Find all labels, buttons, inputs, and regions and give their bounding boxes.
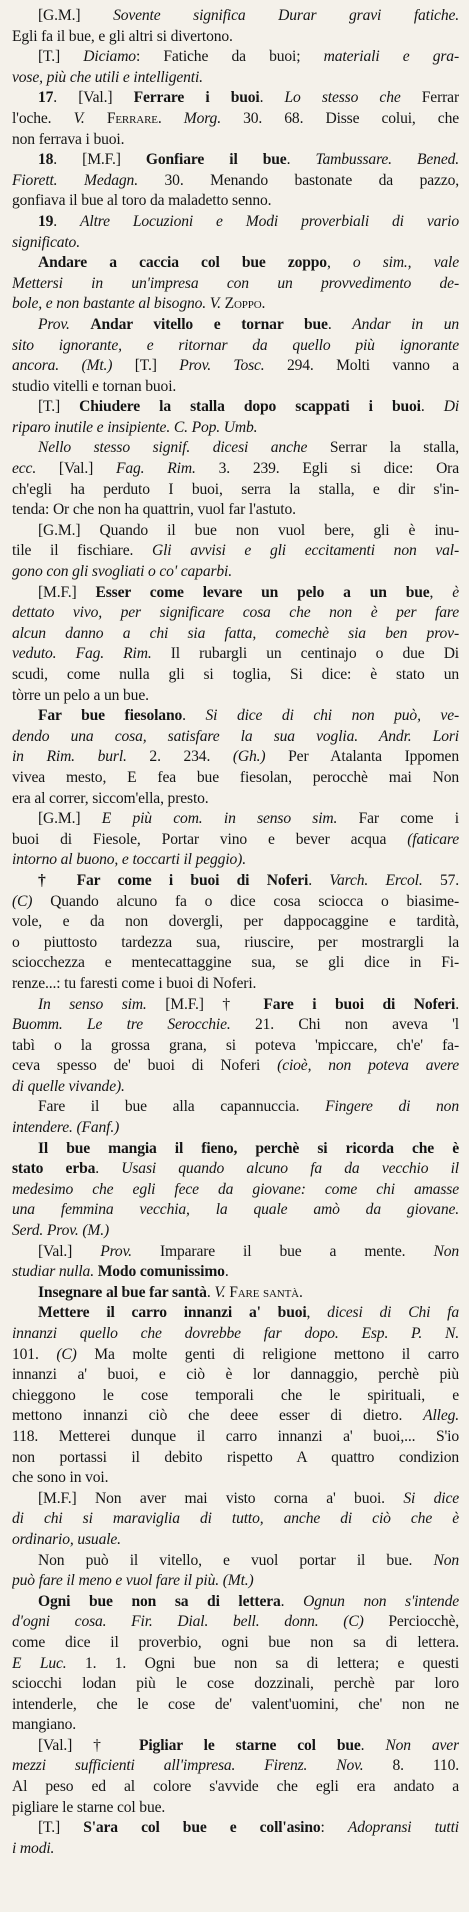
text-segment: Ognun non s'intende [303,1592,459,1610]
text-line [12,933,459,954]
text-segment: Diciamo [83,48,136,66]
text-segment: Pigliar le starne col bue [139,1736,361,1754]
text-line [12,789,459,810]
text-segment: dendo una cosa, satisfare la sua voglia. Andr. Lori [12,727,459,745]
text-segment: Gonfiare il bue [145,151,287,169]
text-segment: o piuttosto tardezza sua, riuscire, per mostrargli la [12,933,459,951]
text-segment: . [53,212,81,230]
text-line [12,1633,459,1654]
text-segment: . [Val.] [53,89,134,107]
text-line [12,1798,459,1819]
text-line [12,562,459,583]
text-segment: Per Atalanta Ippomen [265,748,459,766]
text-segment: Ferrar [400,89,459,107]
text-line [12,1015,459,1036]
text-segment: Ferrare i buoi [133,89,260,107]
text-line [12,727,459,748]
text-segment: [T.] [112,357,180,375]
text-segment: innanzi quello che dovrebbe far dopo. Esp. P. N. [12,1325,459,1342]
text-segment: Di [443,398,459,416]
text-line [12,603,459,624]
text-segment: 2. 234. [126,748,233,766]
text-line [12,1674,459,1695]
text-segment: vose, più che utili e intelligenti. [12,68,203,86]
text-line [12,809,459,830]
text-segment: intendere. (Fanf.) [12,1119,120,1137]
text-segment: 101. [12,1345,57,1363]
text-segment: Mettere il carro innanzi a' buoi [38,1304,307,1322]
text-line [12,6,459,27]
text-segment: : [320,1819,348,1837]
text-segment: 294. Molti vanno a [264,357,459,375]
text-segment: dettato vivo, per significare cosa che non è per fare [12,604,459,622]
text-segment: 57. [422,871,459,889]
text-segment: era al correr, siccom'ella, presto. [12,789,209,807]
text-segment: buoi di Fiesole, Portar vino e bever acqua [12,830,408,848]
text-segment: Far come i [337,810,459,828]
text-line [12,850,459,871]
text-line [12,253,459,274]
text-segment: Andar in un [352,315,459,333]
text-line [12,1592,459,1613]
text-line [12,171,459,192]
text-segment: (faticare [407,830,459,848]
text-line [12,1056,459,1077]
text-line [12,1777,459,1798]
text-segment: tenda: Or che non ha quattrin, vuol far l'astuto. [12,501,296,519]
text-segment: Imparare il bue a mente. [131,1242,434,1260]
text-line [12,1180,459,1201]
text-segment: † Far come i buoi di Noferi [38,871,309,889]
text-line [12,1715,459,1736]
text-line [12,747,459,768]
text-segment: 21. Chi non aveva 'l [230,1016,459,1034]
text-segment: non portassi il debito rispetto A quattro condizion [12,1448,459,1466]
text-segment: alcun danno a chi sia fatta, comechè sia ben prov- [12,624,459,642]
text-segment: di quelle vivande). [12,1077,125,1095]
text-segment: innanzi a' buoi, e ciò è lor dannaggio, perchè più [12,1366,459,1384]
text-line [12,1571,459,1592]
text-segment: come dice il proverbio, ogni bue non sa di lettera. [12,1633,459,1651]
text-segment: 8. 110. [363,1757,459,1775]
text-segment: . [286,151,316,169]
text-line [12,1283,459,1304]
text-segment: . [308,871,330,889]
text-segment: medesimo che egli fece da giovane: come chi amasse [12,1180,459,1198]
text-segment: pigliare le starne col bue. [12,1798,166,1816]
text-segment: l'oche. [12,109,74,127]
text-line [12,438,459,459]
text-segment: 30. Menando bastonate da pazzo, [137,171,459,189]
text-segment: dicesi di Chi fa [327,1304,459,1322]
text-line [12,1612,459,1633]
text-segment: Modo comunissimo [97,1263,225,1281]
text-segment: . [327,315,353,333]
text-segment: Far bue fiesolano [38,707,183,725]
text-line [12,459,459,480]
text-segment: [M.F.] † [146,995,264,1013]
text-segment: Mettersi in un'impresa con un provvedimento de- [12,274,459,292]
text-segment: intorno al buono, e toccarti il peggio). [12,851,246,869]
text-segment: Esser come levare un pelo a un bue [95,583,430,601]
text-line [12,294,459,315]
text-line [12,1139,459,1160]
text-segment: Chiudere la stalla dopo scappati i buoi [79,398,421,416]
text-segment: , [326,254,353,272]
text-segment: veduto. Fag. Rim. [12,645,152,663]
text-segment: è [452,583,459,601]
text-line [12,336,459,357]
text-segment: Serd. Prov. (M.) [12,1222,110,1240]
text-segment: vole, e da non dovergli, per dappocaggine e tardità, [12,913,459,931]
text-segment: 17 [38,89,54,107]
text-segment: . [157,109,184,127]
text-line [12,377,459,398]
text-line [12,1448,459,1469]
text-segment: Fare il bue alla capannuccia. [38,1098,326,1116]
text-segment: ch'egli ha perduto I buoi, serra la stalla, e dir s'in- [12,480,459,498]
text-segment: [Val.] [38,1242,101,1260]
text-line [12,706,459,727]
text-line [12,871,459,892]
text-segment: vivea mesto, E fea bue fiesolan, perocchè mai Non [12,768,459,786]
text-segment: . [420,398,444,416]
text-line [12,1386,459,1407]
text-segment: . [360,1736,386,1754]
text-segment: [G.M.] Quando il bue non vuol bere, gli è inu- [38,521,459,539]
text-segment: Il bue mangia il fieno, perchè si ricorda che è [38,1139,459,1157]
text-segment: Usasi quando alcuno fa da vecchio il [121,1160,459,1178]
text-segment: scudi, come nulla gli si toglia, Si dice: è stato un [12,666,459,683]
text-segment: sito ignorante, e ritornar da quello più ignorante [12,336,459,354]
text-line [12,1159,459,1180]
text-line [12,480,459,501]
text-segment: Fare santà [229,1283,299,1301]
text-line [12,1200,459,1221]
text-segment: Morg. [183,109,221,127]
text-segment: [G.M.] [38,7,114,24]
text-segment: Adopransi tutti [347,1819,459,1837]
text-line [12,686,459,707]
text-line [12,974,459,995]
text-line [12,130,459,151]
text-line [12,1654,459,1675]
text-segment: Ogni bue non sa di lettera [38,1592,281,1610]
text-segment: E Luc. [12,1654,67,1672]
text-segment: studiar nulla. [12,1263,98,1281]
text-line [12,1695,459,1716]
text-segment: tile il fischiare. [12,542,152,560]
text-line [12,624,459,645]
text-segment: V. [73,109,85,127]
text-segment: i modi. [12,1839,55,1857]
text-segment: Buomm. Le tre Serocchie. [12,1016,231,1034]
text-line [12,1530,459,1551]
text-segment: : Fatiche da buoi; [135,48,324,66]
text-line [12,1242,459,1263]
text-line [12,995,459,1016]
text-line [12,1489,459,1510]
text-segment: . [95,1160,122,1178]
text-segment: . [206,1283,215,1301]
text-segment: 1. 1. Ogni bue non sa di lettera; e questi [66,1654,459,1672]
text-line [12,1427,459,1448]
text-segment: ecc. [12,460,37,478]
text-line [12,1839,459,1860]
text-segment: Varch. Ercol. [329,871,423,889]
text-segment: o sim., vale [352,254,459,272]
text-line [12,191,459,212]
text-line [12,150,459,171]
text-line [12,1118,459,1139]
text-line [12,1818,459,1839]
text-segment: Prov. Tosc. [179,357,265,375]
text-line [12,665,459,686]
text-line [12,109,459,130]
text-segment: [T.] [38,48,84,66]
text-segment: mangiano. [12,1716,77,1734]
text-segment: Perciocchè, [363,1613,459,1631]
text-segment: 30. 68. Disse colui, che [220,109,459,127]
text-segment: Al peso ed al colore s'avvide che egli era andato a [12,1778,459,1796]
text-segment: Serrar la stalla, [307,439,459,457]
text-segment: Altre Locuzioni e Modi proverbiali di vario [80,212,459,230]
text-segment: Egli fa il bue, e gli altri si divertono. [12,27,233,45]
text-segment: . [182,707,206,725]
text-line [12,315,459,336]
text-segment: chieggono le cose temporali che le spirituali, e [12,1386,459,1404]
text-segment: [G.M.] [38,810,102,828]
text-segment: Andare a caccia col bue zoppo [38,254,327,272]
text-segment: 3. 239. Egli si dice: Ora [195,460,459,478]
text-segment: Zoppo [224,295,262,313]
text-segment: . [280,1592,304,1610]
text-segment: Andar vitello e tornar bue [90,315,328,333]
text-segment: materiali e gra- [323,48,459,66]
text-segment: . [298,1283,303,1301]
text-segment: non ferrava i buoi. [12,130,125,148]
text-segment: . [M.F.] [53,151,146,169]
text-segment: [Val.] † [38,1736,139,1754]
text-segment: Non può il vitello, e vuol portar il bue. [38,1551,434,1569]
text-segment: , [306,1304,328,1322]
text-line [12,233,459,254]
text-line [12,644,459,665]
text-line [12,212,459,233]
text-line [12,521,459,542]
text-segment: Lo stesso che [284,89,401,107]
text-line [12,274,459,295]
text-segment: mezzi sufficienti all'impresa. Firenz. Nov. [12,1757,364,1775]
text-segment: Fare i buoi di Noferi [263,995,456,1013]
text-segment: . [259,89,285,107]
text-line [12,1097,459,1118]
text-line [12,1365,459,1386]
text-segment: stato erba [12,1160,96,1178]
text-segment: 19 [38,212,54,230]
text-segment: gonfiava il bue al toro da maladetto senno. [12,192,272,210]
text-segment: Ma molte genti di religione mettono il carro [76,1345,459,1363]
text-segment: renze...: tu faresti come i buoi di Noferi. [12,974,257,992]
text-segment: ordinario, usuale. [12,1530,121,1548]
text-segment: (C) [12,892,33,910]
text-line [12,541,459,562]
text-segment: in Rim. burl. [12,748,127,766]
text-line [12,1345,459,1366]
text-segment: sciocchi lodan più le cose dozzinali, perchè par loro [12,1675,459,1693]
text-segment: mettono innanzi ciò che deee esser di dietro. [12,1407,424,1425]
text-segment: S'ara col bue e coll'asino [83,1819,321,1837]
text-line [12,1324,459,1345]
text-segment: 118. Metterei dunque il carro innanzi a' buoi,... S'io [12,1427,459,1445]
text-segment: Sovente significa Durar gravi fatiche. [113,7,459,24]
text-segment: 18 [38,151,54,169]
text-segment: che sono in voi. [12,1469,109,1487]
text-segment: studio vitelli e tornan buoi. [12,377,177,395]
text-segment: (C) [56,1345,77,1363]
text-segment: di chi si maraviglia di tutto, anche di ciò che è [12,1510,459,1528]
text-segment [70,316,91,333]
text-segment: [M.F.] [38,583,96,601]
text-segment: . [261,295,266,313]
text-segment: d'ogni cosa. Fir. Dial. bell. donn. (C) [12,1613,364,1631]
text-segment: può fare il meno e vuol fare il più. (Mt.) [12,1572,254,1590]
text-segment: Non [433,1242,459,1260]
text-segment: Non [433,1551,459,1569]
text-line [12,1036,459,1057]
text-line [12,953,459,974]
text-line [12,68,459,89]
text-line [12,912,459,933]
text-segment: . [224,1263,229,1281]
text-segment: E più com. in senso sim. [101,810,338,828]
text-segment: Tambussare. Bened. [315,151,459,169]
text-segment: tabì o la grossa grana, si poteva 'mpiccare, ch'e' fa- [12,1036,459,1054]
text-segment: Fingere di non [325,1098,459,1116]
text-segment: Gli avvisi e gli eccitamenti non val- [152,542,459,560]
text-line [12,768,459,789]
text-segment: Prov. [100,1242,132,1260]
text-segment: Fiorett. Medagn. [12,171,138,189]
text-line [12,500,459,521]
text-segment: , [429,583,453,601]
text-segment: Alleg. [423,1407,459,1425]
text-segment: [Val.] [36,460,116,478]
text-segment: Il rubargli un centinajo o due Di [151,645,459,663]
text-segment: (Gh.) [232,748,266,766]
text-segment: Quando alcuno fa o dice cosa sciocca o biasime- [32,892,459,910]
text-line [12,418,459,439]
text-segment: sciocchezza e mentecattaggine sua, se gli dice in Fi- [12,954,459,972]
text-segment: Nello stesso signif. dicesi anche [38,439,308,457]
text-segment: tòrre un pelo a un bue. [12,686,149,704]
text-line [12,1262,459,1283]
text-line [12,583,459,604]
text-segment: . [455,995,459,1013]
text-segment: ceva spesso de' buoi di Noferi [12,1057,278,1075]
text-line [12,356,459,377]
text-segment: [M.F.] Non aver mai visto corna a' buoi. [38,1489,404,1507]
text-line [12,27,459,48]
text-segment: V. [214,1283,226,1301]
text-segment: (cioè, non poteva avere [277,1057,459,1075]
text-line [12,88,459,109]
text-segment: Insegnare al bue far santà [38,1283,207,1301]
text-segment: bole, e non bastante al bisogno. V. [12,295,221,313]
text-segment: intenderle, che le cose de' valent'uomini, che' non ne [12,1695,459,1713]
text-line [12,1221,459,1242]
text-line [12,1756,459,1777]
text-line [12,1736,459,1757]
text-line [12,1303,459,1324]
text-segment: Si dice [403,1489,459,1507]
text-line [12,1077,459,1098]
text-segment: significato. [12,233,80,251]
text-segment: [T.] [38,398,80,416]
text-line [12,830,459,851]
text-segment: Si dice di chi non può, ve- [205,707,459,725]
text-line [12,1551,459,1572]
text-line [12,1468,459,1489]
text-segment: Ferrare [106,109,158,127]
text-segment: ancora. (Mt.) [12,357,113,375]
text-line [12,47,459,68]
text-segment: Non aver [385,1736,459,1754]
text-segment [85,110,107,127]
text-segment: una femmina vecchia, la quale amò da giovane. [12,1201,459,1219]
text-segment: gono con gli svogliati o co' caparbi. [12,563,232,581]
text-line [12,1406,459,1427]
text-line [12,892,459,913]
text-line [12,1509,459,1530]
text-segment: riparo inutile e insipiente. C. Pop. Umb. [12,418,258,436]
text-segment: [T.] [38,1819,84,1837]
text-segment: In senso sim. [38,995,147,1013]
text-line [12,397,459,418]
text-segment: Fag. Rim. [115,460,196,478]
text-segment: Prov. [38,315,70,333]
